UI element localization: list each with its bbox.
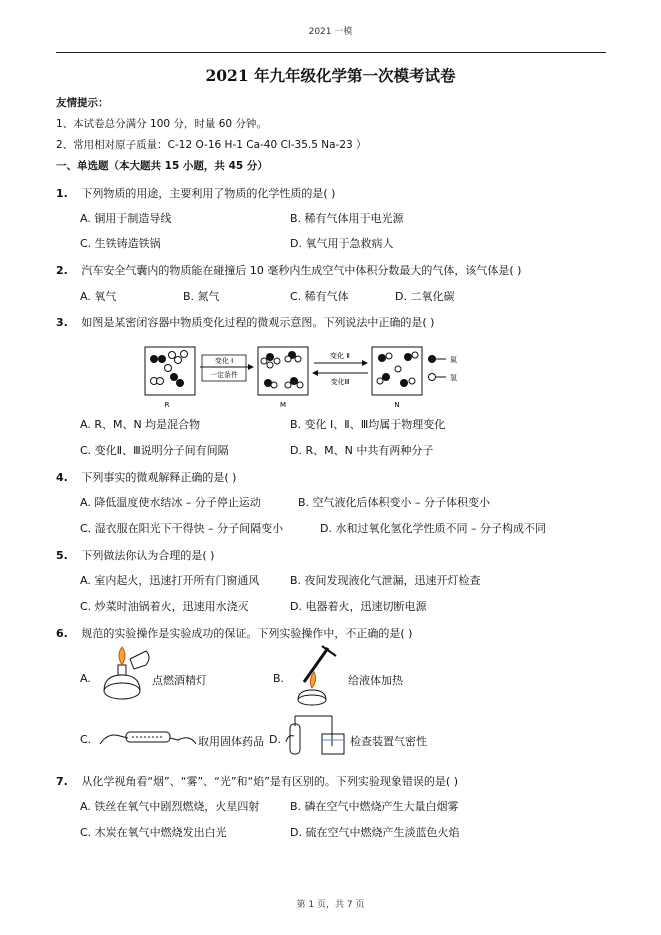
question-number: 7. — [56, 775, 68, 788]
question-stem: 汽车安全气囊内的物质能在碰撞后 10 毫秒内生成空气中体积分数最大的气体，该气体是( ) — [81, 264, 522, 277]
question-number: 1. — [56, 187, 68, 200]
question-stem: 规范的实验操作是实验成功的保证。下列实验操作中，不正确的是( ) — [81, 627, 413, 640]
legend-nitrogen: 氮 — [450, 356, 457, 364]
label-r: R — [164, 401, 170, 409]
question-stem: 下列物质的用途，主要利用了物质的化学性质的是( ) — [81, 187, 336, 200]
solid-reagent-illustration — [98, 722, 198, 752]
q2-option-a: A. 氧气 — [80, 290, 117, 303]
q7-option-a: A. 铁丝在氧气中剧烈燃烧，火星四射 — [80, 800, 260, 813]
q6-option-b-text: 给液体加热 — [348, 674, 403, 687]
q6-option-c-letter: C. — [80, 733, 92, 746]
q2-option-d: D. 二氧化碳 — [395, 290, 455, 303]
q6-option-a-letter: A. — [80, 672, 91, 685]
question-stem: 如图是某密闭容器中物质变化过程的微观示意图。下列说法中正确的是( ) — [81, 316, 435, 329]
question-4 — [56, 469, 236, 485]
page-footer: 第 1 页，共 7 页 — [296, 900, 365, 910]
question-1 — [56, 185, 335, 201]
question-number: 6. — [56, 627, 68, 640]
q6-option-d-text: 检查装置气密性 — [350, 735, 427, 748]
q4-option-b: B. 空气液化后体积变小 – 分子体积变小 — [298, 496, 491, 509]
q1-option-c: C. 生铁铸造铁锅 — [80, 237, 161, 250]
change-3-label: 变化Ⅲ — [330, 378, 350, 386]
q5-option-c: C. 炒菜时油锅着火，迅速用水浇灭 — [80, 600, 249, 613]
liquid-heating-illustration — [292, 642, 348, 708]
label-n: N — [394, 401, 400, 409]
q6-option-a-text: 点燃酒精灯 — [152, 674, 207, 687]
q2-option-c: C. 稀有气体 — [290, 290, 349, 303]
q5-option-b: B. 夜间发现液化气泄漏，迅速开灯检查 — [290, 574, 481, 587]
page-header: 2021 一模 — [308, 27, 353, 37]
q4-option-c: C. 湿衣服在阳光下干得快 – 分子间隔变小 — [80, 522, 284, 535]
alcohol-lamp-lighting-illustration — [96, 645, 156, 705]
question-number: 4. — [56, 471, 68, 484]
question-number: 5. — [56, 549, 68, 562]
condition-label: 一定条件 — [210, 371, 238, 379]
question-2 — [56, 262, 521, 278]
q4-option-a: A. 降低温度使水结冰 – 分子停止运动 — [80, 496, 261, 509]
tip-1: 1、本试卷总分满分 100 分，时量 60 分钟。 — [56, 118, 267, 130]
q1-option-d: D. 氧气用于急救病人 — [290, 237, 394, 250]
molecule-diagram — [140, 343, 480, 413]
q6-option-b-letter: B. — [273, 672, 285, 685]
q1-option-a: A. 铜用于制造导线 — [80, 212, 172, 225]
q6-option-c-text: 取用固体药品 — [198, 735, 264, 748]
section-heading: 一、单选题（本大题共 15 小题，共 45 分） — [56, 160, 268, 172]
question-number: 3. — [56, 316, 68, 329]
question-5 — [56, 547, 214, 563]
question-number: 2. — [56, 264, 68, 277]
page-title: 2021 年九年级化学第一次模考试卷 — [205, 66, 456, 85]
label-m: M — [279, 401, 287, 409]
q6-option-d-letter: D. — [269, 733, 281, 746]
question-3 — [56, 314, 434, 330]
change-2-label: 变化 Ⅱ — [330, 352, 350, 360]
q5-option-a: A. 室内起火，迅速打开所有门窗通风 — [80, 574, 260, 587]
airtightness-check-illustration — [284, 712, 350, 758]
question-stem: 从化学视角看“烟”、“雾”、“光”和“焰”是有区别的。下列实验现象错误的是( ) — [81, 775, 459, 788]
legend-hydrogen: 氢 — [450, 374, 457, 382]
header-divider — [56, 52, 606, 53]
q1-option-b: B. 稀有气体用于电光源 — [290, 212, 404, 225]
q7-option-c: C. 木炭在氧气中燃烧发出白光 — [80, 826, 227, 839]
change-1-label: 变化 Ⅰ — [214, 357, 234, 365]
q3-option-a: A. R、M、N 均是混合物 — [80, 418, 201, 431]
q5-option-d: D. 电器着火，迅速切断电源 — [290, 600, 427, 613]
q3-option-b: B. 变化 Ⅰ、Ⅱ、Ⅲ均属于物理变化 — [290, 418, 446, 431]
tip-2: 2、常用相对原子质量：C-12 O-16 H-1 Ca-40 Cl-35.5 Na-23 ） — [56, 139, 367, 151]
q7-option-b: B. 磷在空气中燃烧产生大量白烟雾 — [290, 800, 459, 813]
q3-option-d: D. R、M、N 中共有两种分子 — [290, 444, 434, 457]
question-6 — [56, 625, 412, 641]
question-stem: 下列事实的微观解释正确的是( ) — [81, 471, 237, 484]
question-stem: 下列做法你认为合理的是( ) — [81, 549, 215, 562]
q3-option-c: C. 变化Ⅱ、Ⅲ说明分子间有间隔 — [80, 444, 229, 457]
q2-option-b: B. 氮气 — [183, 290, 220, 303]
q7-option-d: D. 硫在空气中燃烧产生淡蓝色火焰 — [290, 826, 460, 839]
question-7 — [56, 773, 458, 789]
q4-option-d: D. 水和过氧化氢化学性质不同 – 分子构成不同 — [320, 522, 546, 535]
tips-label: 友情提示： — [56, 97, 109, 109]
